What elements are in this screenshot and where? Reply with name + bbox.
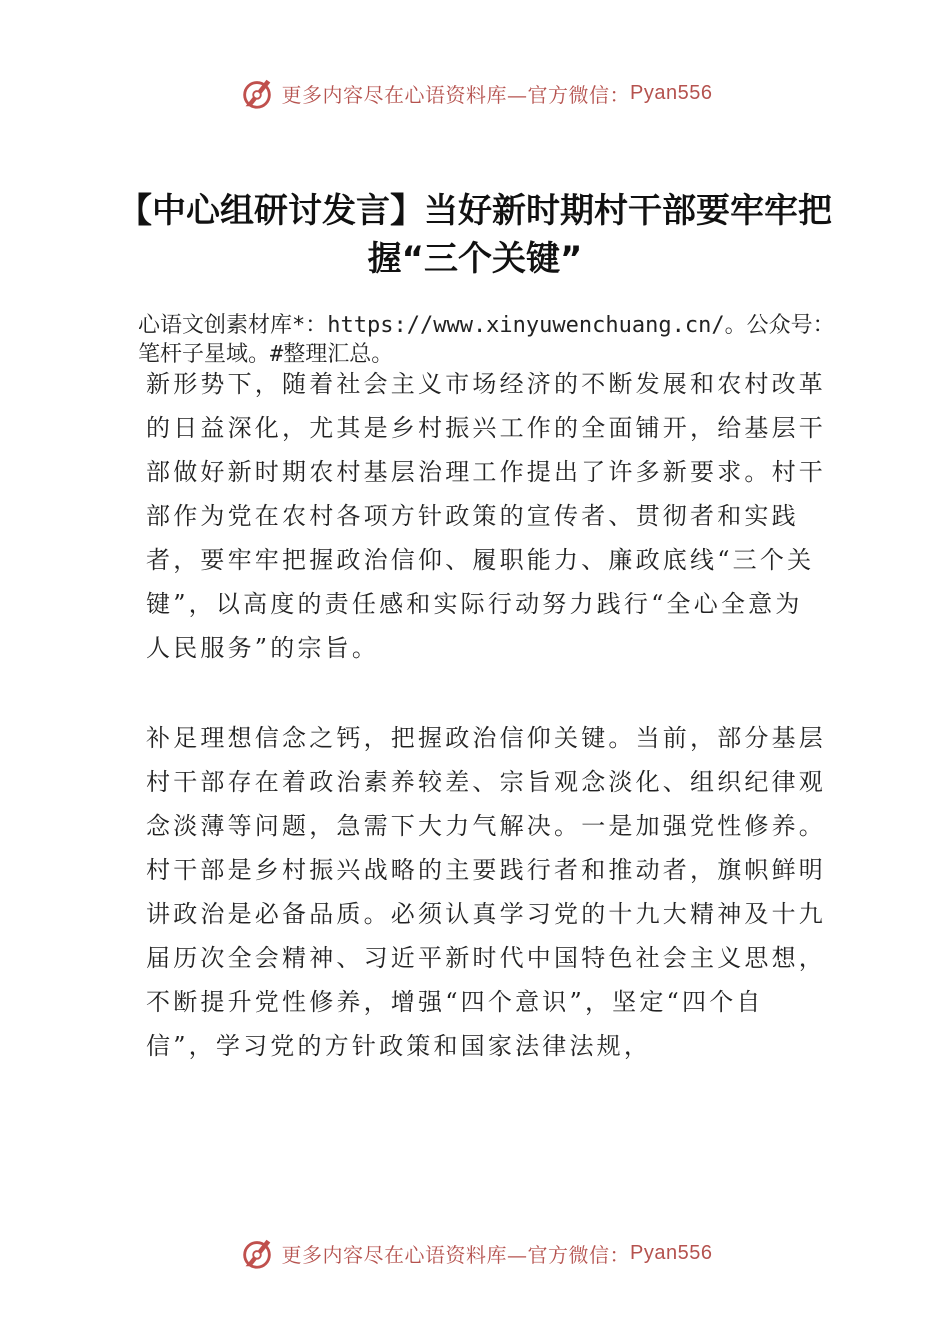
quill-pen-logo-icon	[238, 74, 276, 112]
footer-banner	[0, 1234, 950, 1272]
banner-wechat-handle: Pyan556	[630, 1241, 713, 1264]
source-line: 心语文创素材库*：https://www.xinyuwenchuang.cn/。公众号：笔杆子星域。#整理汇总。	[138, 313, 835, 367]
document-title: 【中心组研讨发言】当好新时期村干部要牢牢把握“三个关键”	[118, 190, 832, 279]
banner-wechat-handle: Pyan556	[630, 81, 713, 104]
quill-pen-logo-icon	[238, 1234, 276, 1272]
header-banner	[0, 74, 950, 112]
banner-site-text: 更多内容尽在心语资料库—官方微信：	[281, 1242, 631, 1267]
banner-site-text: 更多内容尽在心语资料库—官方微信：	[281, 82, 631, 107]
paragraph-intro: 新形势下，随着社会主义市场经济的不断发展和农村改革的日益深化，尤其是乡村振兴工作的全面铺开，给基层干部做好新时期农村基层治理工作提出了许多新要求。村干部作为党在农村各项方针政策的宣传者、贯彻者和实践者，要牢牢把握政治信仰、履职能力、廉政底线“三个关键”，以高度的责任感和实际行动努力践行“全心全意为人民服务”的宗旨。	[146, 370, 826, 662]
paragraph-political-faith: 补足理想信念之钙，把握政治信仰关键。当前，部分基层村干部存在着政治素养较差、宗旨观念淡化、组织纪律观念淡薄等问题，急需下大力气解决。一是加强党性修养。村干部是乡村振兴战略的主要践行者和推动者，旗帜鲜明讲政治是必备品质。必须认真学习党的十九大精神及十九届历次全会精神、习近平新时代中国特色社会主义思想，不断提升党性修养，增强“四个意识”，坚定“四个自信”，学习党的方针政策和国家法律法规，	[146, 724, 826, 1060]
